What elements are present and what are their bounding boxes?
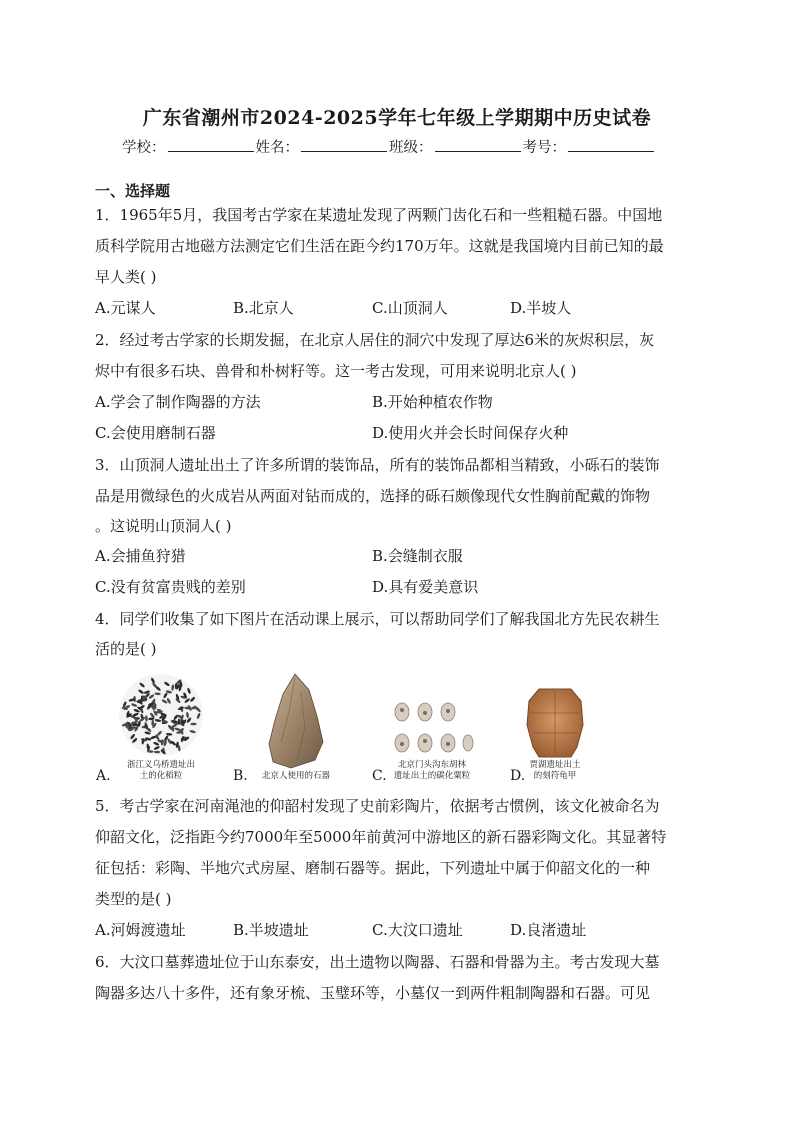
q3-option-b[interactable]: B.会缝制衣服 <box>372 547 463 565</box>
page-title: 广东省潮州市2024-2025学年七年级上学期期中历史试卷 <box>142 107 652 129</box>
q2-option-c[interactable]: C.会使用磨制石器 <box>95 424 216 442</box>
figure-b-caption: 北京人使用的石器 <box>261 771 330 781</box>
figure-c-caption <box>382 760 482 782</box>
section-heading: 一、选择题 <box>95 182 171 200</box>
q3-option-d[interactable]: D.具有爱美意识 <box>372 578 479 596</box>
q1-option-a[interactable]: A.元谋人 <box>95 299 156 317</box>
q5-text-line4: 类型的是( ) <box>95 890 172 908</box>
q3-text-line3: 。这说明山顶洞人( ) <box>95 517 232 535</box>
figure-a-caption-line2: 土的化稻粒 <box>139 771 183 781</box>
q4-text-line1: 4．同学们收集了如下图片在活动课上展示，可以帮助同学们了解我国北方先民农耕生 <box>95 610 660 628</box>
school-blank[interactable] <box>168 137 254 152</box>
q5-text-line1: 5．考古学家在河南渑池的仰韶村发现了史前彩陶片，依据考古惯例，该文化被命名为 <box>95 797 660 815</box>
q4-option-d[interactable]: D. <box>510 768 526 784</box>
figure-c-caption-line1: 北京门头沟东胡林 <box>397 760 466 770</box>
q1-option-c[interactable]: C.山顶洞人 <box>372 299 448 317</box>
millet-grains-image <box>390 700 474 758</box>
student-info-line <box>122 136 656 157</box>
class-label: 班级： <box>389 140 433 156</box>
name-label: 姓名： <box>255 140 299 156</box>
figure-d-caption-line1: 贾湖遗址出土 <box>529 760 581 770</box>
q3-option-c[interactable]: C.没有贫富贵贱的差别 <box>95 578 246 596</box>
q5-option-c[interactable]: C.大汶口遗址 <box>372 921 463 939</box>
figure-d-caption-line2: 的刻符龟甲 <box>533 771 577 781</box>
q5-option-d[interactable]: D.良渚遗址 <box>510 921 587 939</box>
q1-option-d[interactable]: D.半坡人 <box>510 299 572 317</box>
q4-option-b[interactable]: B. <box>233 768 248 784</box>
q4-option-c[interactable]: C. <box>372 768 387 784</box>
q1-text-line1: 1．1965年5月，我国考古学家在某遗址发现了两颗门齿化石和一些粗糙石器。中国地 <box>95 206 663 224</box>
q2-option-d[interactable]: D.使用火并会长时间保存火种 <box>372 424 569 442</box>
class-blank[interactable] <box>435 137 521 152</box>
q5-option-a[interactable]: A.河姆渡遗址 <box>95 921 186 939</box>
q2-option-b[interactable]: B.开始种植农作物 <box>372 393 493 411</box>
q1-text-line2: 质科学院用古地磁方法测定它们生活在距今约170万年。这就是我国境内目前已知的最 <box>95 237 664 255</box>
rice-grains-image <box>112 671 210 759</box>
q1-option-b[interactable]: B.北京人 <box>233 299 294 317</box>
stone-tool-image <box>265 672 325 770</box>
q6-text-line1: 6．大汶口墓葬遗址位于山东泰安，出土遗物以陶器、石器和骨器为主。考古发现大墓 <box>95 953 660 971</box>
q3-text-line2: 品是用微绿色的火成岩从两面对钻而成的，选择的砾石颇像现代女性胸前配戴的饰物 <box>95 487 651 505</box>
q5-option-b[interactable]: B.半坡遗址 <box>233 921 309 939</box>
figure-c-caption-line2: 遗址出土的碳化粟粒 <box>393 771 471 781</box>
school-label: 学校： <box>122 140 166 156</box>
q2-option-a[interactable]: A.学会了制作陶器的方法 <box>95 393 261 411</box>
q3-option-a[interactable]: A.会捕鱼狩猎 <box>95 547 186 565</box>
q4-option-a[interactable]: A. <box>96 768 111 784</box>
q2-text-line2: 烬中有很多石块、兽骨和朴树籽等。这一考古发现，可用来说明北京人( ) <box>95 362 577 380</box>
q1-text-line3: 早人类( ) <box>95 268 157 286</box>
number-blank[interactable] <box>568 137 654 152</box>
q5-text-line3: 征包括：彩陶、半地穴式房屋、磨制石器等。据此，下列遗址中属于仰韶文化的一种 <box>95 859 651 877</box>
q4-text-line2: 活的是( ) <box>95 640 157 658</box>
q5-text-line2: 仰韶文化，泛指距今约7000年至5000年前黄河中游地区的新石器彩陶文化。其显著特 <box>95 828 667 846</box>
q6-text-line2: 陶器多达八十多件，还有象牙梳、玉璧环等，小墓仅一到两件粗制陶器和石器。可见 <box>95 984 651 1002</box>
name-blank[interactable] <box>301 137 387 152</box>
q3-text-line1: 3．山顶洞人遗址出土了许多所谓的装饰品，所有的装饰品都相当精致，小砾石的装饰 <box>95 456 660 474</box>
tortoise-shell-image <box>525 685 585 759</box>
figure-a-caption-line1: 浙江义乌桥遗址出 <box>126 760 195 770</box>
figure-a-caption <box>110 760 212 782</box>
q2-text-line1: 2．经过考古学家的长期发掘，在北京人居住的洞穴中发现了厚达6米的灰烬积层，灰 <box>95 331 655 349</box>
number-label: 考号： <box>522 140 566 156</box>
